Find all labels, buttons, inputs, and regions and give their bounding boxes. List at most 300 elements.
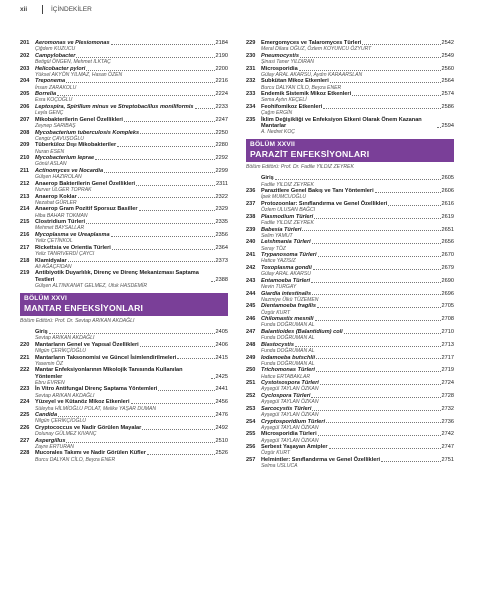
- chapter-title[interactable]: Cryptococcus ve Nadir Görülen Mayalar: [35, 424, 142, 431]
- page-number: xii: [20, 6, 28, 13]
- page-ref: 2356: [215, 231, 228, 238]
- toc-entry[interactable]: [20, 142, 228, 154]
- chapter-title[interactable]: Babesia Türleri: [261, 226, 302, 233]
- chapter-authors: Ayşegül TAYLAN ÖZKAN: [261, 412, 319, 419]
- entry-body: [261, 40, 454, 52]
- toc-entry[interactable]: [20, 219, 228, 231]
- entry-body: [261, 188, 454, 200]
- entry-body: [35, 155, 228, 167]
- chapter-number: 236: [246, 188, 256, 195]
- chapter-title[interactable]: Helmintler: Sınıflandırma ve Genel Özellikleri: [261, 456, 381, 463]
- dot-leader: [437, 127, 441, 128]
- entry-body: [261, 431, 454, 443]
- chapter-title[interactable]: Mantar Enfeksiyonlarının Mikolojik Tanısında Kullanılan Yöntemler: [35, 367, 183, 380]
- dot-leader: [314, 218, 440, 219]
- toc-entry[interactable]: [246, 214, 454, 226]
- chapter-title[interactable]: Microsporidia Türleri: [261, 431, 317, 438]
- chapter-title[interactable]: Subkütan Mikoz Etkenleri: [261, 78, 329, 85]
- entry-body: [261, 214, 454, 226]
- chapter-title[interactable]: Chilomastix mesnili: [261, 316, 314, 323]
- chapter-title[interactable]: Mycobacterium tuberculosis Kompleks: [35, 129, 140, 136]
- chapter-number: 221: [20, 354, 30, 361]
- toc-entry[interactable]: [246, 239, 454, 251]
- dot-leader: [211, 281, 215, 282]
- chapter-title[interactable]: Tüberküloz Dışı Mikobakteriler: [35, 142, 117, 149]
- chapter-authors: Nazmiye Ülkü TÜZEMEN: [261, 296, 319, 303]
- entry-body: [35, 329, 228, 341]
- dot-leader: [58, 416, 214, 417]
- dot-leader: [131, 403, 215, 404]
- chapter-authors: Özgür KURT: [261, 450, 291, 457]
- toc-entry[interactable]: [20, 66, 228, 78]
- chapter-title[interactable]: Serbest Yaşayan Amipler: [261, 444, 328, 451]
- chapter-title[interactable]: Endemik Sistemik Mikoz Etkenleri: [261, 91, 352, 98]
- dot-leader: [381, 461, 440, 462]
- page-ref: 2751: [441, 456, 454, 463]
- dot-leader: [124, 121, 215, 122]
- chapter-title[interactable]: Mycoplasma ve Ureaplasma: [35, 231, 110, 238]
- chapter-number: 255: [246, 431, 256, 438]
- chapter-authors: İpek MUMCUOĞLU: [261, 194, 307, 201]
- dot-leader: [318, 256, 441, 257]
- chapter-authors: Ayşegül TAYLAN ÖZKAN: [261, 424, 319, 431]
- chapter-number: 240: [246, 239, 256, 246]
- entry-body: [261, 265, 454, 277]
- chapter-authors: Burcu DALYAN CİLO, Beyza ENER: [261, 84, 342, 91]
- page-ref: 2415: [215, 354, 228, 361]
- dot-leader: [315, 320, 441, 321]
- toc-entry[interactable]: [20, 181, 228, 193]
- chapter-title[interactable]: Mucorales Takımı ve Nadir Görülen Küfler: [35, 450, 146, 457]
- chapter-authors: Gülşen ALTINKANAT GELMEZ, Ufuk HASDEMİR: [35, 282, 147, 289]
- chapter-title[interactable]: Entamoeba Türleri: [261, 277, 311, 284]
- toc-entry[interactable]: [246, 40, 454, 52]
- chapter-title[interactable]: Feohifomikoz Etkenleri: [261, 103, 323, 110]
- chapter-number: 207: [20, 116, 30, 123]
- chapter-number: 233: [246, 91, 256, 98]
- chapter-title[interactable]: Klamidyalar: [35, 257, 67, 264]
- entry-body: [35, 53, 228, 65]
- chapter-number: 210: [20, 155, 30, 162]
- entry-body: [261, 355, 454, 367]
- chapter-number: 217: [20, 244, 30, 251]
- entry-body: [35, 355, 228, 367]
- chapter-title[interactable]: Mantarların Genel ve Yapısal Özellikleri: [35, 341, 139, 348]
- entry-body: [261, 393, 454, 405]
- dot-leader: [300, 57, 441, 58]
- chapter-title[interactable]: Cystoisospora Türleri: [261, 380, 319, 387]
- toc-entry[interactable]: [246, 355, 454, 367]
- chapter-title[interactable]: Cryptosporidium Türleri: [261, 418, 326, 425]
- chapter-authors: Funda DOĞRUMAN AL: [261, 348, 315, 355]
- page-ref: 2605: [441, 175, 454, 182]
- chapter-authors: Nezahat GÜRLER: [35, 199, 77, 206]
- toc-entry[interactable]: [20, 206, 228, 218]
- chapter-number: 231: [246, 65, 256, 72]
- chapter-title[interactable]: Toxoplasma gondii: [261, 264, 312, 271]
- toc-entry[interactable]: [246, 265, 454, 277]
- toc-entry[interactable]: [20, 245, 228, 257]
- chapter-number: 245: [246, 303, 256, 310]
- toc-entry[interactable]: [246, 444, 454, 456]
- chapter-authors: Ebru EVREN: [35, 379, 65, 386]
- chapter-authors: Hiba BAHAR TOKMAN: [35, 212, 88, 219]
- chapter-title[interactable]: Mantarların Taksonomisi ve Güncel İsimlendirilmeleri: [35, 354, 177, 361]
- chapter-number: 235: [246, 116, 256, 123]
- dot-leader: [295, 346, 441, 347]
- entry-body: [35, 219, 228, 231]
- chapter-title[interactable]: Aspergillus: [35, 437, 66, 444]
- entry-body: [261, 91, 454, 103]
- toc-entry[interactable]: [246, 117, 454, 136]
- chapter-title[interactable]: Treponema: [35, 78, 66, 85]
- toc-entry[interactable]: [20, 258, 228, 270]
- dot-leader: [177, 358, 214, 359]
- chapter-number: 239: [246, 226, 256, 233]
- chapter-authors: Burcu DALYAN CİLO, Beyza ENER: [35, 456, 116, 463]
- chapter-title[interactable]: Dientamoeba fragilis: [261, 303, 317, 310]
- toc-entry[interactable]: [20, 399, 228, 411]
- toc-entry[interactable]: [20, 78, 228, 90]
- chapter-title[interactable]: Iodamoeba butschlii: [261, 354, 316, 361]
- toc-entry[interactable]: [246, 278, 454, 290]
- chapter-title[interactable]: Trypanosoma Türleri: [261, 252, 317, 259]
- header-divider: [42, 5, 43, 14]
- page-ref: 2705: [441, 303, 454, 310]
- page-ref: 2574: [441, 91, 454, 98]
- chapter-title[interactable]: Sarcocystis Türleri: [261, 405, 312, 412]
- entry-body: [35, 245, 228, 257]
- dot-leader: [316, 358, 440, 359]
- dot-leader: [66, 442, 214, 443]
- dot-leader: [86, 70, 214, 71]
- chapter-title[interactable]: Antibiyotik Duyarlılık, Direnç ve Direnç Mekanizması Saptama Testleri: [35, 270, 199, 283]
- dot-leader: [95, 159, 214, 160]
- chapter-title[interactable]: İn Vitro Antifungal Direnç Saptama Yöntemleri: [35, 386, 158, 393]
- page-ref: 2717: [441, 354, 454, 361]
- entry-title-line: [261, 117, 454, 130]
- toc-entry[interactable]: [246, 252, 454, 264]
- toc-entry[interactable]: [246, 419, 454, 431]
- chapter-number: 241: [246, 252, 256, 259]
- toc-entry[interactable]: [246, 66, 454, 78]
- chapter-title[interactable]: Borrelia: [35, 91, 57, 98]
- entry-title-line: [35, 270, 228, 283]
- page-ref: 2594: [441, 123, 454, 130]
- chapter-title[interactable]: Yüzeyel ve Kütanöz Mikoz Etkenleri: [35, 399, 130, 406]
- chapter-authors: Çağın ERGİN: [261, 110, 293, 117]
- chapter-authors: Funda DOĞRUMAN AL: [261, 335, 315, 342]
- entry-body: [261, 53, 454, 65]
- chapter-title[interactable]: Actinomyces ve Nocardia: [35, 167, 104, 174]
- entry-body: [261, 252, 454, 264]
- entry-body: [261, 278, 454, 290]
- entry-body: [35, 270, 228, 289]
- chapter-authors: Nevin TURGAY: [261, 284, 297, 291]
- chapter-title[interactable]: Leishmania Türleri: [261, 239, 311, 246]
- chapter-authors: Cengiz ÇAVUŞOĞLU: [35, 135, 84, 142]
- dot-leader: [140, 133, 214, 134]
- page-ref: 2708: [441, 316, 454, 323]
- toc-entry[interactable]: [20, 40, 228, 52]
- chapter-number: 204: [20, 78, 30, 85]
- page-ref: 2651: [441, 226, 454, 233]
- entry-body: [35, 91, 228, 103]
- chapter-number: 212: [20, 180, 30, 187]
- entry-body: [35, 342, 228, 354]
- page-header: [20, 5, 92, 14]
- chapter-title[interactable]: Trichomonas Türleri: [261, 367, 315, 374]
- chapter-number: 226: [20, 424, 30, 431]
- toc-entry[interactable]: [246, 431, 454, 443]
- entry-body: [35, 206, 228, 218]
- chapter-title[interactable]: Anaerop Gram Pozitif Sporsuz Basiller: [35, 206, 138, 213]
- page-ref: 2732: [441, 405, 454, 412]
- chapter-title[interactable]: Cyclospora Türleri: [261, 392, 311, 399]
- entry-body: [261, 342, 454, 354]
- chapter-authors: Sema Aytın KEÇELİ: [261, 97, 307, 104]
- dot-leader: [330, 82, 441, 83]
- chapter-title[interactable]: Pneumocystis: [261, 52, 299, 59]
- chapter-number: 247: [246, 328, 256, 335]
- chapter-title[interactable]: Protozoonlar: Sınıflandırma ve Genel Özellikleri: [261, 200, 388, 207]
- toc-entry[interactable]: [20, 386, 228, 398]
- page-ref: 2696: [441, 290, 454, 297]
- dot-leader: [320, 384, 441, 385]
- section-banner: [20, 293, 228, 316]
- page-ref: 2564: [441, 78, 454, 85]
- chapter-authors: Zeynep SARIBAŞ: [35, 123, 76, 130]
- chapter-number: 250: [246, 367, 256, 374]
- section-title: MANTAR ENFEKSİYONLARI: [24, 302, 144, 313]
- entry-body: [35, 130, 228, 142]
- toc-entry[interactable]: [20, 329, 228, 341]
- entry-body: [35, 412, 228, 424]
- chapter-number: 216: [20, 231, 30, 238]
- page-ref: 2247: [215, 116, 228, 123]
- toc-entry[interactable]: [20, 91, 228, 103]
- page-ref: 2679: [441, 264, 454, 271]
- page-ref: 2280: [215, 142, 228, 149]
- chapter-authors: Sevtap ARIKAN AKDAĞLI: [35, 335, 95, 342]
- dot-leader: [323, 108, 440, 109]
- section-header: [246, 139, 454, 170]
- chapter-title[interactable]: Giriş: [261, 175, 274, 182]
- chapter-authors: Esra KOÇOĞLU: [35, 97, 73, 104]
- dot-leader: [344, 333, 441, 334]
- toc-entry[interactable]: [246, 367, 454, 379]
- chapter-authors: Özgür KURT: [261, 309, 291, 316]
- entry-body: [35, 399, 228, 411]
- toc-entry[interactable]: [246, 53, 454, 65]
- page-ref: 2492: [215, 424, 228, 431]
- chapter-number: 254: [246, 418, 256, 425]
- page-ref: 2710: [441, 328, 454, 335]
- chapter-title[interactable]: İklim Değişikliği ve Enfeksiyon Etkeni Olarak Önem Kazanan Mantarlar: [261, 116, 422, 130]
- chapter-number: 242: [246, 264, 256, 271]
- toc-entry[interactable]: [20, 168, 228, 180]
- dot-leader: [352, 95, 440, 96]
- dot-leader: [318, 435, 441, 436]
- toc-entry[interactable]: [20, 450, 228, 462]
- toc-entry[interactable]: [246, 393, 454, 405]
- chapter-number: 222: [20, 367, 30, 374]
- chapter-authors: Leyla GENÇ: [35, 110, 64, 117]
- chapter-title[interactable]: Anaerop Bakterilerin Genel Özellikleri: [35, 180, 136, 187]
- chapter-authors: Özlem ULUSAN BAĞCI: [261, 207, 316, 214]
- page-ref: 2560: [441, 65, 454, 72]
- toc-entry[interactable]: [246, 316, 454, 328]
- page-ref: 2322: [215, 193, 228, 200]
- toc-entry[interactable]: [20, 270, 228, 289]
- chapter-authors: Hatice YAZISIZ: [261, 258, 296, 265]
- toc-entry[interactable]: [246, 291, 454, 303]
- page-ref: 2373: [215, 257, 228, 264]
- chapter-authors: Zayre ERTURAN: [35, 443, 74, 450]
- header-title: İÇİNDEKİLER: [51, 6, 92, 13]
- toc-entry[interactable]: [246, 78, 454, 90]
- entry-body: [35, 367, 228, 386]
- entry-body: [35, 232, 228, 244]
- chapter-title[interactable]: Emergomyces ve Talaromyces Türleri: [261, 40, 362, 46]
- entry-body: [35, 194, 228, 206]
- dot-leader: [312, 294, 440, 295]
- entry-body: [261, 367, 454, 379]
- entry-body: [35, 181, 228, 193]
- page-ref: 2476: [215, 412, 228, 419]
- chapter-title[interactable]: Rickettsia ve Orientia Türleri: [35, 244, 111, 251]
- dot-leader: [57, 95, 214, 96]
- toc-entry[interactable]: [246, 406, 454, 418]
- toc-entry[interactable]: [246, 457, 454, 469]
- toc-entry[interactable]: [246, 329, 454, 341]
- chapter-title[interactable]: Campylobacter: [35, 52, 76, 59]
- chapter-authors: A. Nedret KOÇ: [261, 129, 295, 136]
- page-ref: 2670: [441, 252, 454, 259]
- toc-entry[interactable]: [20, 412, 228, 424]
- chapter-title[interactable]: Giardia intestinalis: [261, 290, 312, 297]
- chapter-number: 219: [20, 270, 30, 277]
- page-ref: 2425: [215, 373, 228, 380]
- chapter-authors: Hatice ERTABAKLAR: [261, 373, 311, 380]
- chapter-number: 229: [246, 40, 256, 46]
- chapter-number: 211: [20, 167, 30, 174]
- entry-body: [261, 104, 454, 116]
- chapter-title[interactable]: Anaerop Koklar: [35, 193, 77, 200]
- dot-leader: [311, 397, 440, 398]
- page-ref: 2329: [215, 206, 228, 213]
- chapter-title[interactable]: Giriş: [35, 328, 48, 335]
- chapter-authors: Mehmet BAYSALLAR: [35, 225, 85, 232]
- page-ref: 2388: [215, 276, 228, 283]
- dot-leader: [136, 185, 215, 186]
- chapter-number: [20, 329, 35, 341]
- toc-entry[interactable]: [20, 117, 228, 129]
- toc-entry[interactable]: [246, 188, 454, 200]
- chapter-title[interactable]: Helicobacter pylori: [35, 65, 86, 72]
- entry-body: [35, 168, 228, 180]
- toc-entry[interactable]: [246, 175, 454, 187]
- chapter-title[interactable]: Balantioides (Balantidium) coli: [261, 328, 343, 335]
- chapter-number: 202: [20, 52, 30, 59]
- toc-entry[interactable]: [20, 155, 228, 167]
- chapter-authors: Yeliz TANRIVERDİ ÇAYCI: [35, 251, 95, 258]
- toc-entry[interactable]: [20, 355, 228, 367]
- chapter-title[interactable]: Leptospira, Spirillum minus ve Streptobacillus moniliformis: [35, 103, 194, 110]
- chapter-number: 213: [20, 193, 30, 200]
- toc-entry[interactable]: [246, 227, 454, 239]
- page-ref: 2526: [215, 450, 228, 457]
- toc-entry[interactable]: [20, 130, 228, 142]
- chapter-number: 227: [20, 437, 30, 444]
- page-ref: 2549: [441, 52, 454, 59]
- page-ref: 2510: [215, 437, 228, 444]
- chapter-number: 256: [246, 444, 256, 451]
- chapter-title[interactable]: Parazitlere Genel Bakış ve Tanı Yöntemleri: [261, 188, 374, 195]
- page-ref: 2736: [441, 418, 454, 425]
- chapter-number: 228: [20, 450, 30, 457]
- dot-leader: [211, 378, 215, 379]
- toc-right-column: [246, 40, 454, 470]
- entry-body: [261, 303, 454, 315]
- chapter-title[interactable]: Microsporidia: [261, 65, 298, 72]
- toc-entry[interactable]: [246, 104, 454, 116]
- chapter-title[interactable]: Blastocystis: [261, 341, 294, 348]
- toc-entry[interactable]: [20, 53, 228, 65]
- dot-leader: [147, 454, 215, 455]
- section-editor: Bölüm Editörü: Prof. Dr. Fadile YILDIZ ZEYREK: [246, 164, 354, 171]
- toc-entry[interactable]: [246, 380, 454, 392]
- toc-entry[interactable]: [20, 342, 228, 354]
- toc-entry[interactable]: [20, 425, 228, 437]
- toc-entry[interactable]: [20, 367, 228, 386]
- dot-leader: [275, 179, 441, 180]
- chapter-number: 238: [246, 213, 256, 220]
- toc-entry[interactable]: [246, 303, 454, 315]
- toc-entry[interactable]: [246, 342, 454, 354]
- toc-entry[interactable]: [20, 438, 228, 450]
- toc-entry[interactable]: [20, 104, 228, 116]
- dot-leader: [312, 410, 440, 411]
- chapter-title[interactable]: Plasmodium Türleri: [261, 213, 314, 220]
- dot-leader: [142, 429, 214, 430]
- chapter-authors: Ali AĞAÇFIDAN: [35, 263, 72, 270]
- page-ref: 2606: [441, 188, 454, 195]
- chapter-authors: Selma USLUCA: [261, 463, 298, 470]
- dot-leader: [104, 172, 214, 173]
- entry-body: [261, 117, 454, 136]
- toc-entry[interactable]: [246, 91, 454, 103]
- toc-entry[interactable]: [20, 232, 228, 244]
- chapter-title[interactable]: Aeromonas ve Plesiomonas: [35, 40, 110, 46]
- chapter-number: [246, 175, 261, 187]
- entry-body: [261, 380, 454, 392]
- toc-entry[interactable]: [246, 201, 454, 213]
- entry-title-line: [35, 367, 228, 380]
- chapter-number: 230: [246, 52, 256, 59]
- page-ref: 2747: [441, 444, 454, 451]
- section-header: [20, 293, 228, 324]
- page-ref: 2299: [215, 167, 228, 174]
- chapter-title[interactable]: Candida: [35, 412, 58, 419]
- chapter-title[interactable]: Mikobakterilerin Genel Özellikleri: [35, 116, 123, 123]
- toc-entry[interactable]: [20, 194, 228, 206]
- dot-leader: [375, 192, 441, 193]
- chapter-title[interactable]: Clostridium Türleri: [35, 219, 86, 226]
- chapter-title[interactable]: Mycobacterium leprae: [35, 155, 95, 162]
- page-ref: 2200: [215, 65, 228, 72]
- page-ref: 2190: [215, 52, 228, 59]
